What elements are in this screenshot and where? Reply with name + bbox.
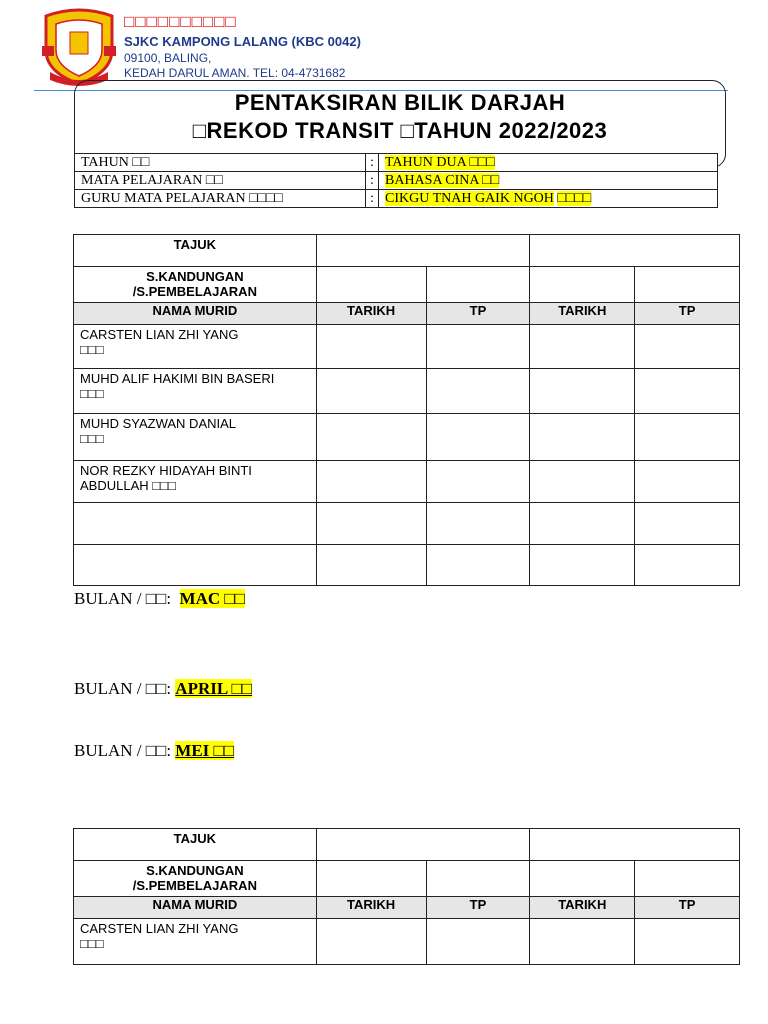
tarikh-cell[interactable] — [530, 503, 635, 545]
tajuk-row — [74, 829, 740, 861]
empty-row — [74, 503, 740, 545]
kandungan-label — [74, 861, 317, 897]
tarikh-cell[interactable] — [530, 369, 635, 414]
column-header-tp: TP — [635, 897, 740, 919]
kandungan-cell[interactable] — [530, 267, 635, 303]
kandungan-cell[interactable] — [635, 861, 740, 897]
info-table — [74, 153, 718, 208]
info-value-text: BAHASA CINA □□ — [385, 173, 500, 188]
tarikh-cell[interactable] — [316, 414, 426, 461]
month-value: MEI □□ — [175, 741, 235, 760]
school-crest-logo — [40, 6, 118, 86]
info-row — [75, 154, 718, 172]
info-row — [75, 190, 718, 208]
tajuk-cell-1[interactable] — [316, 235, 530, 267]
kandungan-label — [74, 267, 317, 303]
student-name-line2: □□□ — [80, 342, 104, 357]
kandungan-row — [74, 861, 740, 897]
column-header-tp: TP — [426, 897, 530, 919]
column-header-tarikh: TARIKH — [530, 897, 635, 919]
student-name — [74, 369, 317, 414]
student-name-line1: MUHD SYAZWAN DANIAL — [80, 416, 237, 431]
tajuk-label: TAJUK — [74, 235, 317, 267]
column-header-tp: TP — [635, 303, 740, 325]
student-name-line1: CARSTEN LIAN ZHI YANG — [80, 327, 239, 342]
tarikh-cell[interactable] — [316, 503, 426, 545]
tarikh-cell[interactable] — [316, 919, 426, 965]
info-separator: : — [366, 154, 379, 172]
tp-cell[interactable] — [426, 545, 530, 586]
student-name-line1: NOR REZKY HIDAYAH BINTI — [80, 463, 252, 478]
info-value — [379, 154, 718, 172]
info-separator: : — [366, 190, 379, 208]
tajuk-cell-2[interactable] — [530, 829, 740, 861]
kandungan-cell[interactable] — [635, 267, 740, 303]
info-label: GURU MATA PELAJARAN □□□□ — [75, 190, 366, 208]
month-line-mac — [74, 589, 245, 609]
column-header-row — [74, 303, 740, 325]
month-prefix: BULAN / □□: — [74, 589, 172, 608]
info-row — [75, 172, 718, 190]
record-table-mei — [73, 828, 740, 965]
student-row — [74, 369, 740, 414]
kandungan-cell[interactable] — [426, 267, 530, 303]
info-value-text: CIKGU TNAH GAIK NGOH — [385, 191, 554, 206]
record-table-mac — [73, 234, 740, 586]
month-value: MAC □□ — [179, 589, 245, 608]
kandungan-cell[interactable] — [316, 267, 426, 303]
kandungan-label-line2: /S.PEMBELAJARAN — [132, 284, 257, 299]
month-line-april — [74, 679, 252, 699]
tarikh-cell[interactable] — [316, 545, 426, 586]
student-name-line2: □□□ — [80, 431, 104, 446]
student-name — [74, 461, 317, 503]
tp-cell[interactable] — [635, 369, 740, 414]
info-separator: : — [366, 172, 379, 190]
document-title: PENTAKSIRAN BILIK DARJAH — [234, 90, 566, 115]
info-label: MATA PELAJARAN □□ — [75, 172, 366, 190]
tp-cell[interactable] — [426, 919, 530, 965]
student-name-line2: □□□ — [80, 386, 104, 401]
kandungan-cell[interactable] — [316, 861, 426, 897]
tajuk-cell-1[interactable] — [316, 829, 530, 861]
school-address-line1: 09100, BALING, — [124, 51, 212, 65]
kandungan-cell[interactable] — [426, 861, 530, 897]
empty-row — [74, 545, 740, 586]
school-chinese-name: □□□□□□□□□□ — [124, 12, 237, 31]
student-name-blank[interactable] — [74, 503, 317, 545]
info-value-extra: □□□□ — [557, 191, 592, 206]
kandungan-label-line1: S.KANDUNGAN — [146, 269, 244, 284]
tp-cell[interactable] — [426, 461, 530, 503]
student-name-line1: MUHD ALIF HAKIMI BIN BASERI — [80, 371, 275, 386]
student-name — [74, 414, 317, 461]
column-header-row — [74, 897, 740, 919]
student-name-line2: □□□ — [80, 936, 104, 951]
kandungan-cell[interactable] — [530, 861, 635, 897]
column-header-tarikh: TARIKH — [316, 897, 426, 919]
info-label: TAHUN □□ — [75, 154, 366, 172]
info-value — [379, 172, 718, 190]
student-name — [74, 919, 317, 965]
student-row — [74, 414, 740, 461]
tp-cell[interactable] — [426, 414, 530, 461]
student-name-line2: ABDULLAH □□□ — [80, 478, 176, 493]
tarikh-cell[interactable] — [530, 414, 635, 461]
kandungan-label-line1: S.KANDUNGAN — [146, 863, 244, 878]
month-prefix: BULAN / □□: — [74, 679, 172, 698]
month-line-mei — [74, 741, 234, 761]
document-subtitle: □REKOD TRANSIT □TAHUN 2022/2023 — [192, 118, 608, 143]
column-header-nama-murid: NAMA MURID — [74, 897, 317, 919]
month-value: APRIL □□ — [175, 679, 253, 698]
tajuk-cell-2[interactable] — [530, 235, 740, 267]
tarikh-cell[interactable] — [530, 919, 635, 965]
tp-cell[interactable] — [426, 325, 530, 369]
tarikh-cell[interactable] — [530, 461, 635, 503]
info-value-text: TAHUN DUA □□□ — [385, 155, 495, 170]
tarikh-cell[interactable] — [530, 545, 635, 586]
tp-cell[interactable] — [635, 919, 740, 965]
student-name-blank[interactable] — [74, 545, 317, 586]
school-name: SJKC KAMPONG LALANG (KBC 0042) — [124, 34, 361, 49]
tajuk-label: TAJUK — [74, 829, 317, 861]
tp-cell[interactable] — [635, 461, 740, 503]
school-address-line2: KEDAH DARUL AMAN. TEL: 04-4731682 — [124, 66, 346, 80]
tp-cell[interactable] — [635, 503, 740, 545]
info-value — [379, 190, 718, 208]
column-header-nama-murid: NAMA MURID — [74, 303, 317, 325]
tp-cell[interactable] — [426, 503, 530, 545]
student-name-line1: CARSTEN LIAN ZHI YANG — [80, 921, 239, 936]
month-prefix: BULAN / □□: — [74, 741, 172, 760]
tp-cell[interactable] — [635, 325, 740, 369]
tarikh-cell[interactable] — [316, 325, 426, 369]
kandungan-label-line2: /S.PEMBELAJARAN — [132, 878, 257, 893]
student-row — [74, 325, 740, 369]
column-header-tp: TP — [426, 303, 530, 325]
column-header-tarikh: TARIKH — [316, 303, 426, 325]
student-name — [74, 325, 317, 369]
tarikh-cell[interactable] — [316, 369, 426, 414]
tp-cell[interactable] — [426, 369, 530, 414]
tajuk-row — [74, 235, 740, 267]
column-header-tarikh: TARIKH — [530, 303, 635, 325]
tp-cell[interactable] — [635, 414, 740, 461]
kandungan-row — [74, 267, 740, 303]
student-row — [74, 919, 740, 965]
tp-cell[interactable] — [635, 545, 740, 586]
tarikh-cell[interactable] — [530, 325, 635, 369]
tarikh-cell[interactable] — [316, 461, 426, 503]
student-row — [74, 461, 740, 503]
